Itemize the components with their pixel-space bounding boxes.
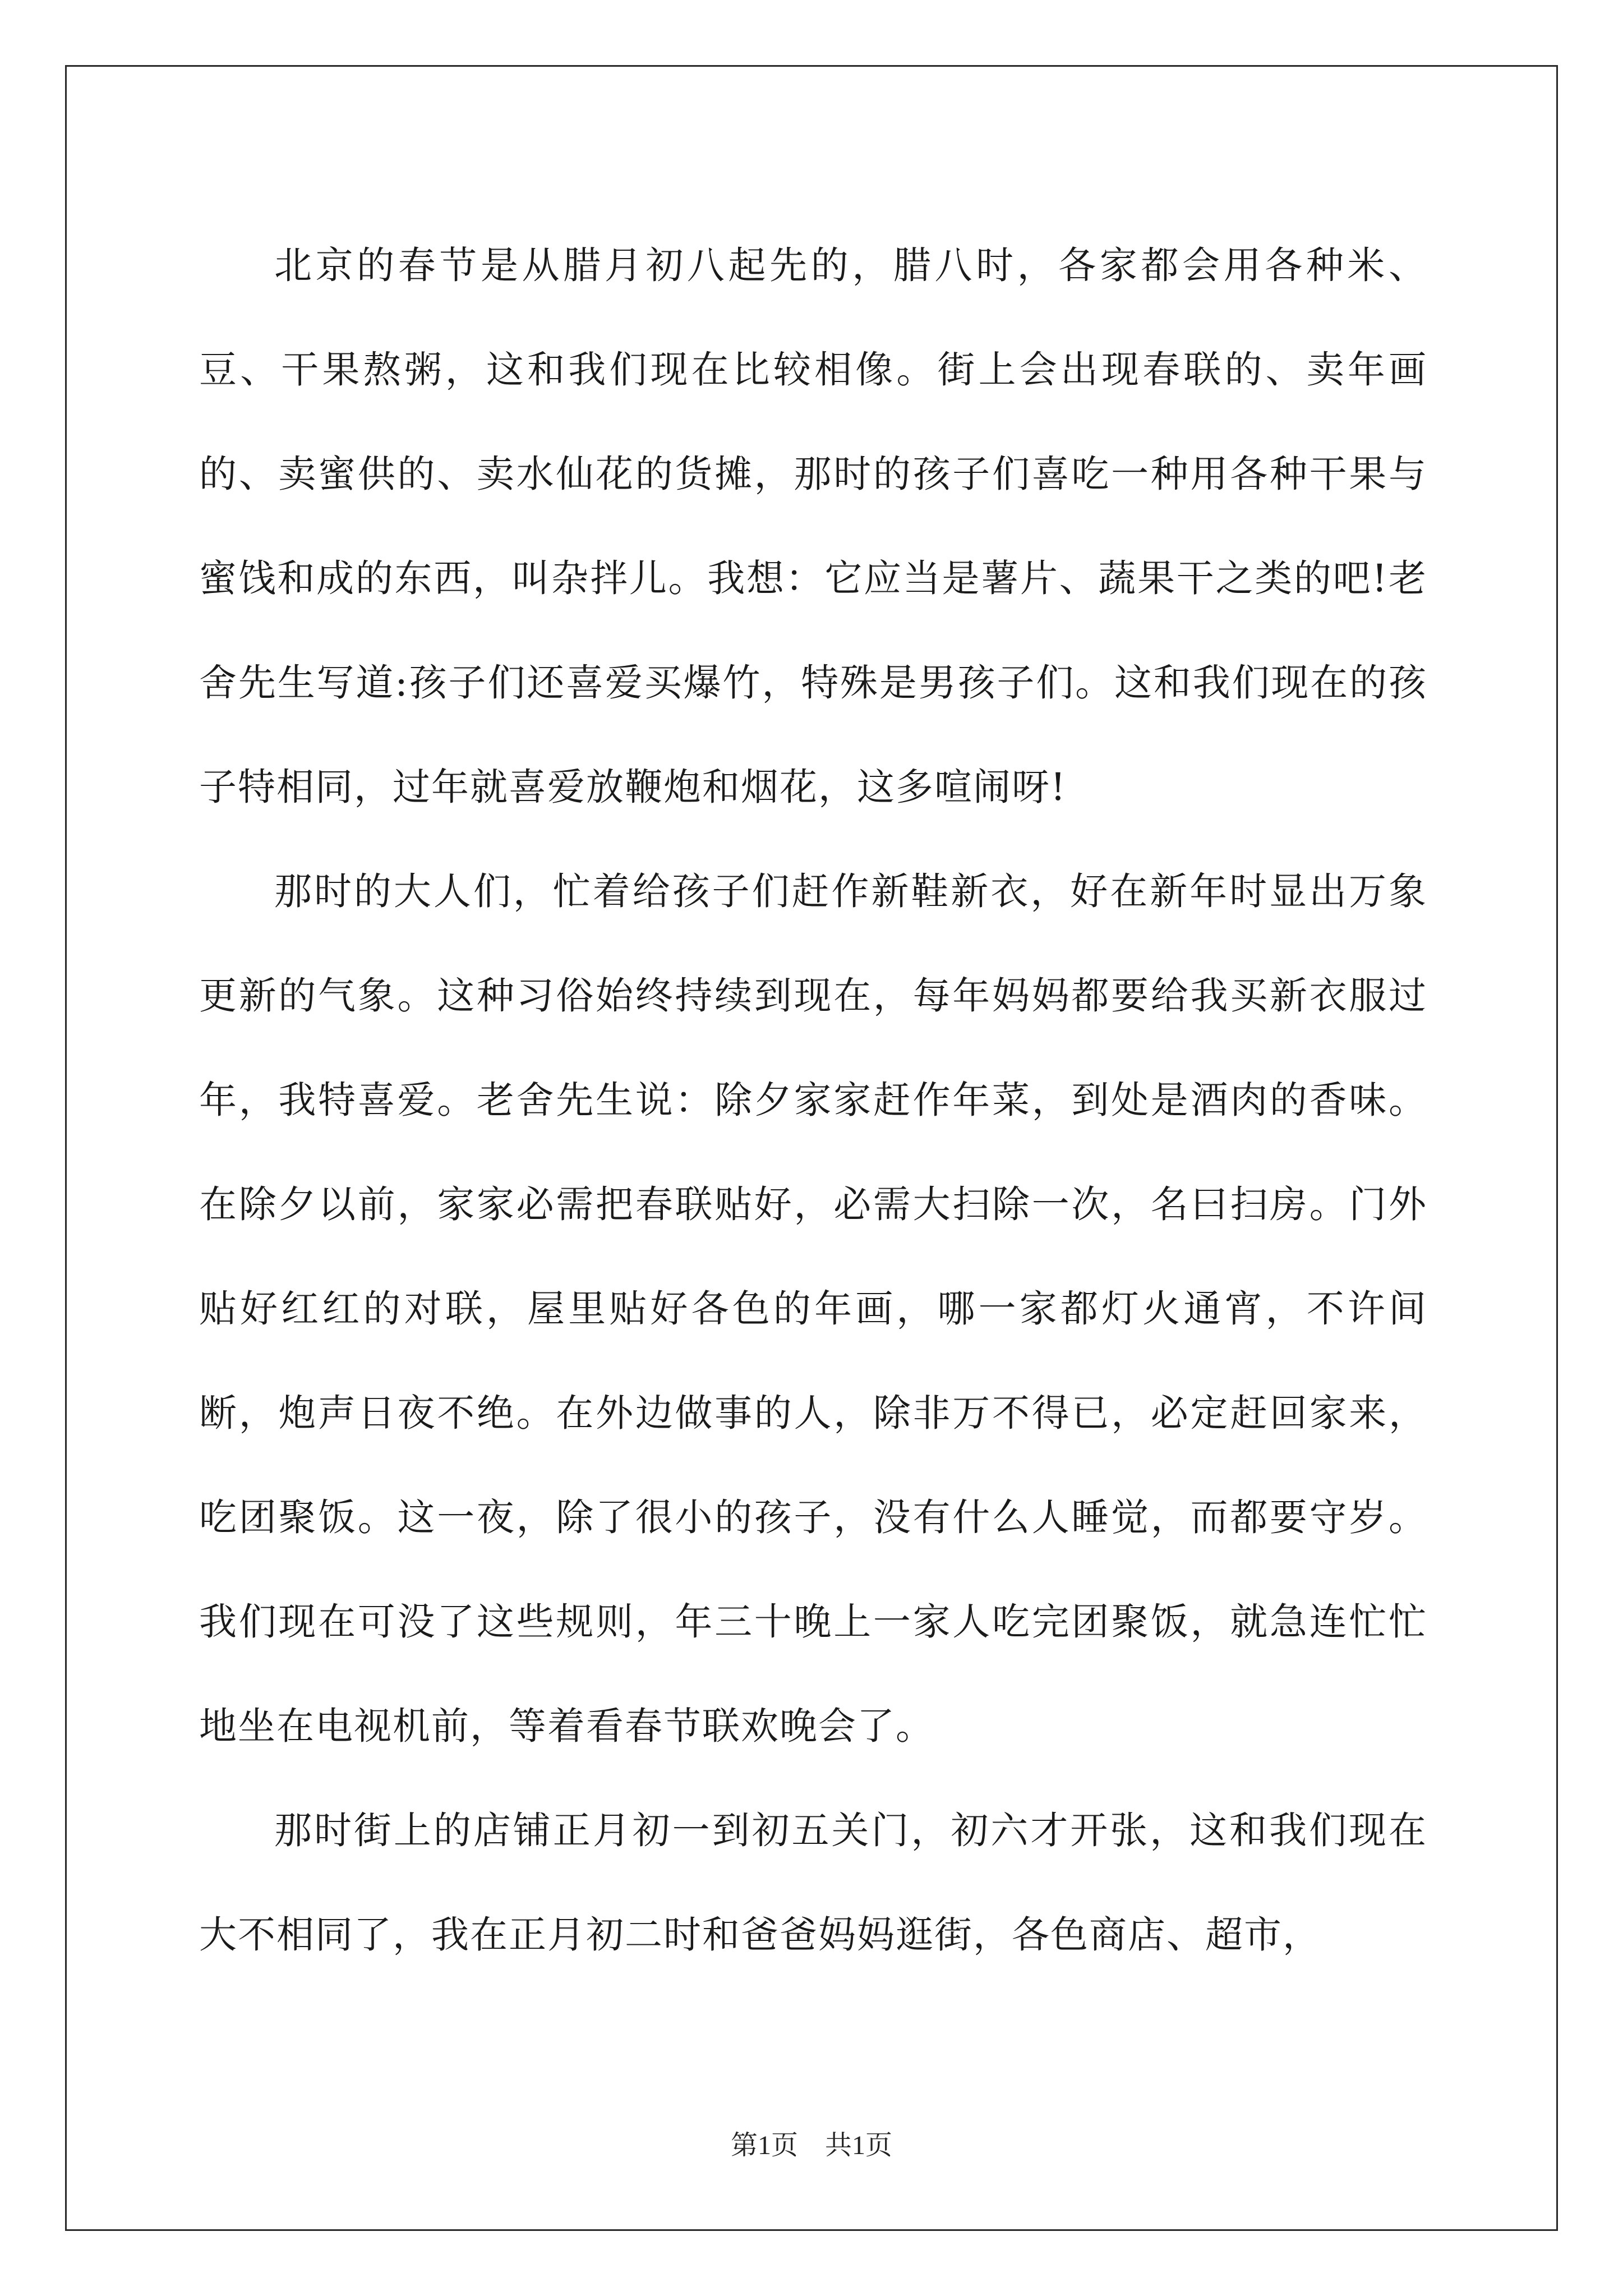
document-body	[199, 213, 1427, 1987]
page-total: 共1页	[825, 2131, 893, 2160]
page-footer	[0, 2123, 1623, 2162]
paragraph-3: 那时街上的店铺正月初一到初五关门，初六才开张，这和我们现在大不相同了，我在正月初二时和爸爸妈妈逛街，各色商店、超市，	[199, 1809, 1427, 1957]
paragraph-1: 北京的春节是从腊月初八起先的，腊八时，各家都会用各种米、豆、干果熬粥，这和我们现在比较相像。街上会出现春联的、卖年画的、卖蜜供的、卖水仙花的货摊，那时的孩子们喜吃一种用各种干果与蜜饯和成的东西，叫杂拌儿。我想：它应当是薯片、蔬果干之类的吧!老舍先生写道:孩子们还喜爱买爆竹，特殊是男孩子们。这和我们现在的孩子特相同，过年就喜爱放鞭炮和烟花，这多喧闹呀!	[199, 243, 1427, 809]
page-number: 第1页	[730, 2131, 798, 2160]
paragraph-2: 那时的大人们，忙着给孩子们赶作新鞋新衣，好在新年时显出万象更新的气象。这种习俗始终持续到现在，每年妈妈都要给我买新衣服过年，我特喜爱。老舍先生说：除夕家家赶作年菜，到处是酒肉的香味。在除夕以前，家家必需把春联贴好，必需大扫除一次，名曰扫房。门外贴好红红的对联，屋里贴好各色的年画，哪一家都灯火通宵，不许间断，炮声日夜不绝。在外边做事的人，除非万不得已，必定赶回家来，吃团聚饭。这一夜，除了很小的孩子，没有什么人睡觉，而都要守岁。我们现在可没了这些规则，年三十晚上一家人吃完团聚饭，就急连忙忙地坐在电视机前，等着看春节联欢晚会了。	[199, 869, 1427, 1748]
